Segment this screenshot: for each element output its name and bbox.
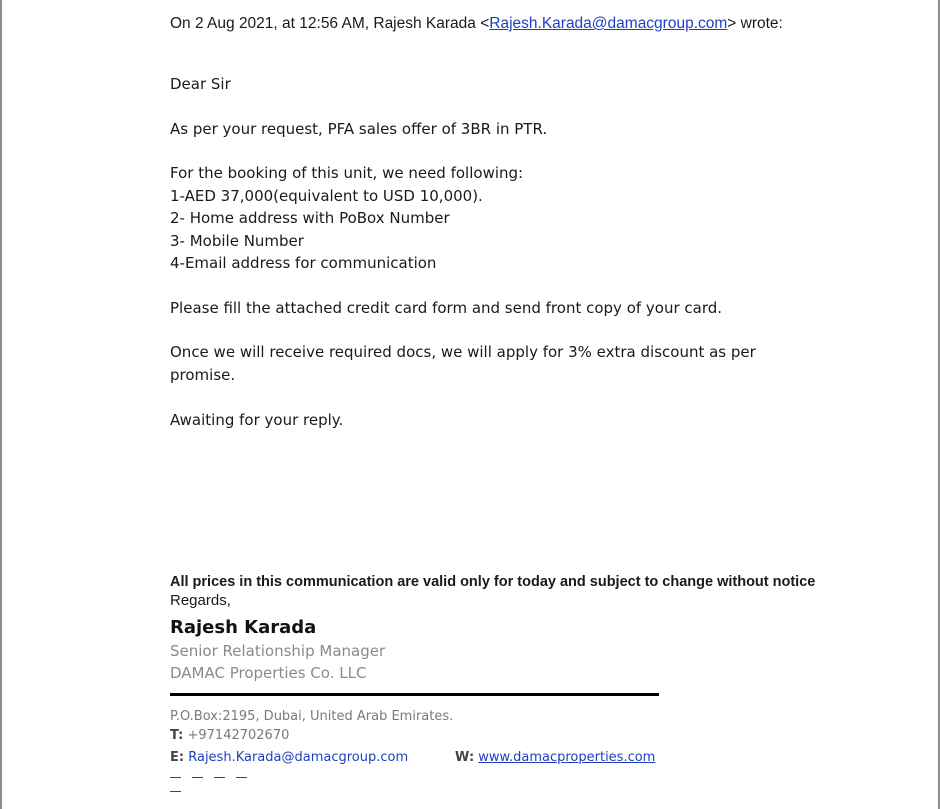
list-item: 2- Home address with PoBox Number: [170, 209, 450, 227]
list-item: 3- Mobile Number: [170, 232, 304, 250]
paragraph-offer: As per your request, PFA sales offer of 3BR in PTR.: [170, 120, 548, 138]
social-link-placeholder[interactable]: [236, 777, 247, 778]
list-item: 1-AED 37,000(equivalent to USD 10,000).: [170, 187, 483, 205]
social-link-placeholder[interactable]: [192, 777, 203, 778]
paragraph-discount-line2: promise.: [170, 366, 236, 384]
signature-address: P.O.Box:2195, Dubai, United Arab Emirates.: [170, 709, 454, 724]
reply-header: [170, 14, 783, 34]
phone-number: +97142702670: [187, 728, 290, 743]
reply-header-suffix: > wrote:: [727, 15, 783, 32]
regards: Regards,: [170, 592, 231, 609]
social-link-placeholder[interactable]: [170, 777, 181, 778]
window-border-left: [0, 0, 2, 809]
social-link-placeholder[interactable]: [170, 791, 181, 792]
paragraph-requirements: For the booking of this unit, we need following:: [170, 164, 524, 182]
signature-contact-row: [170, 749, 690, 767]
list-item: 4-Email address for communication: [170, 254, 437, 272]
website-group: [455, 749, 655, 767]
greeting: Dear Sir: [170, 75, 231, 93]
sender-email-link[interactable]: Rajesh.Karada@damacgroup.com: [489, 15, 728, 32]
signature-company: DAMAC Properties Co. LLC: [170, 664, 367, 682]
email-label: E:: [170, 750, 185, 765]
signature-phone-row: [170, 727, 289, 745]
reply-header-prefix: On 2 Aug 2021, at 12:56 AM, Rajesh Karada <: [170, 15, 490, 32]
signature-email[interactable]: Rajesh.Karada@damacgroup.com: [188, 750, 409, 765]
signature-divider: [170, 693, 659, 696]
signature-title: Senior Relationship Manager: [170, 642, 386, 660]
paragraph-card-form: Please fill the attached credit card form and send front copy of your card.: [170, 299, 723, 317]
price-disclaimer: All prices in this communication are valid only for today and subject to change without notice: [170, 574, 816, 590]
signature-name: Rajesh Karada: [170, 617, 317, 638]
web-label: W:: [455, 750, 475, 765]
social-link-placeholder[interactable]: [214, 777, 225, 778]
website-link[interactable]: www.damacproperties.com: [478, 750, 656, 765]
paragraph-awaiting: Awaiting for your reply.: [170, 411, 344, 429]
paragraph-discount-line1: Once we will receive required docs, we will apply for 3% extra discount as per: [170, 343, 756, 361]
phone-label: T:: [170, 728, 184, 743]
